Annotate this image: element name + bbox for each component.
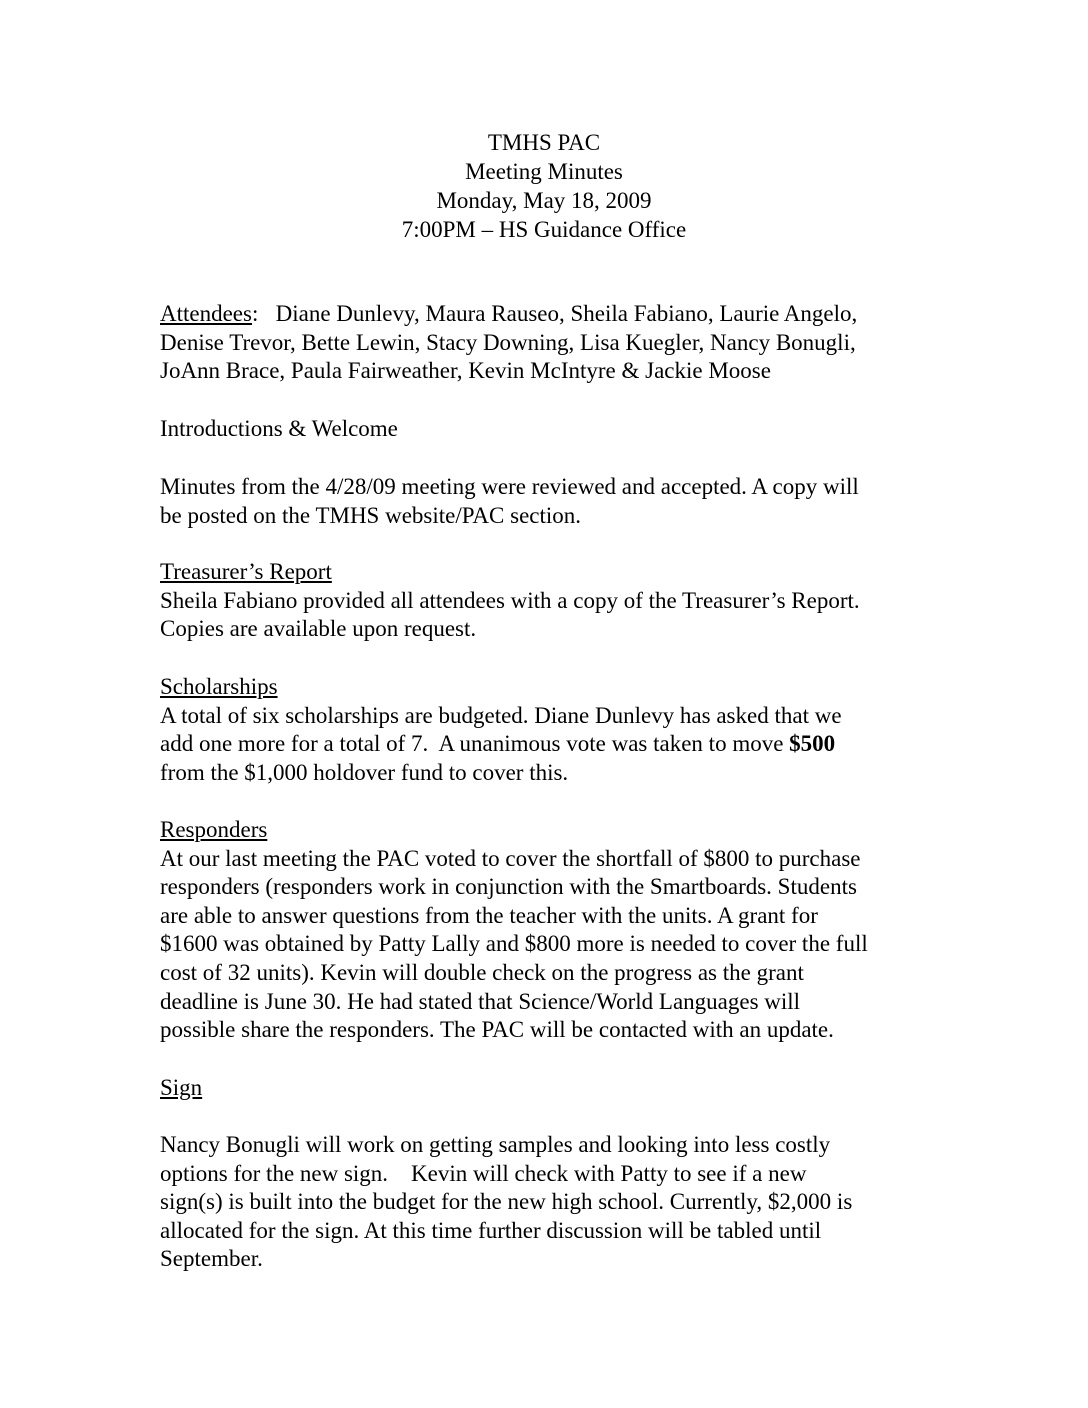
responders-line-1: At our last meeting the PAC voted to cover the shortfall of $800 to purchase [160,845,861,871]
attendees-section [160,300,950,386]
responders-heading: Responders [160,817,268,842]
minutes-section [160,473,950,530]
sign-line-4: allocated for the sign. At this time further discussion will be tabled until [160,1217,822,1243]
sign-heading: Sign [160,1075,203,1100]
org-title: TMHS PAC [487,130,601,155]
scholarships-line-1: A total of six scholarships are budgeted. Diane Dunlevy has asked that we [160,702,842,728]
scholarships-section [160,673,950,787]
scholarships-heading: Scholarships [160,674,278,699]
attendees-line-3: JoAnn Brace, Paula Fairweather, Kevin McIntyre & Jackie Moose [160,358,771,384]
scholarships-line-2-wrap [160,730,950,759]
responders-line-3: are able to answer questions from the teacher with the units. A grant for [160,902,818,928]
introductions-text: Introductions & Welcome [160,416,398,441]
attendees-line-first [160,300,950,329]
responders-line-2: responders (responders work in conjunction with the Smartboards. Students [160,874,857,900]
treasurer-line-1: Sheila Fabiano provided all attendees with a copy of the Treasurer’s Report. [160,587,860,613]
minutes-line-2: be posted on the TMHS website/PAC section. [160,502,582,528]
meeting-time-place: 7:00PM – HS Guidance Office [401,217,687,242]
attendees-line-2: Denise Trevor, Bette Lewin, Stacy Downing, Lisa Kuegler, Nancy Bonugli, [160,329,856,355]
responders-line-7: possible share the responders. The PAC will be contacted with an update. [160,1017,834,1043]
doc-type-title: Meeting Minutes [465,159,623,184]
scholarships-line-3: from the $1,000 holdover fund to cover this. [160,759,569,785]
attendees-colon: : [251,301,259,326]
sign-line-1: Nancy Bonugli will work on getting samples and looking into less costly [160,1132,831,1157]
treasurer-line-2: Copies are available upon request. [160,616,477,642]
treasurer-heading: Treasurer’s Report [160,559,332,584]
attendees-line-1: Diane Dunlevy, Maura Rauseo, Sheila Fabiano, Laurie Angelo, [275,301,858,326]
introductions-section [160,415,950,444]
treasurer-section [160,558,950,644]
document-header [0,128,1088,244]
sign-section [160,1131,950,1274]
responders-line-6: deadline is June 30. He had stated that Science/World Languages will [160,988,801,1014]
sign-line-5: September. [160,1246,263,1272]
sign-line-2: options for the new sign. Kevin will check with Patty to see if a new [160,1160,807,1186]
sign-line-3: sign(s) is built into the budget for the new high school. Currently, $2,000 is [160,1189,853,1215]
meeting-date: Monday, May 18, 2009 [436,188,652,213]
scholarships-line-2: add one more for a total of 7. A unanimous vote was taken to move [160,731,790,757]
responders-line-4: $1600 was obtained by Patty Lally and $800 more is needed to cover the full [160,931,868,957]
responders-section [160,816,950,1045]
attendees-label: Attendees [160,301,252,326]
sign-section-heading [160,1074,950,1103]
responders-line-5: cost of 32 units). Kevin will double check on the progress as the grant [160,959,804,985]
minutes-line-1: Minutes from the 4/28/09 meeting were reviewed and accepted. A copy will [160,474,859,499]
scholarships-amount: $500 [789,731,836,757]
